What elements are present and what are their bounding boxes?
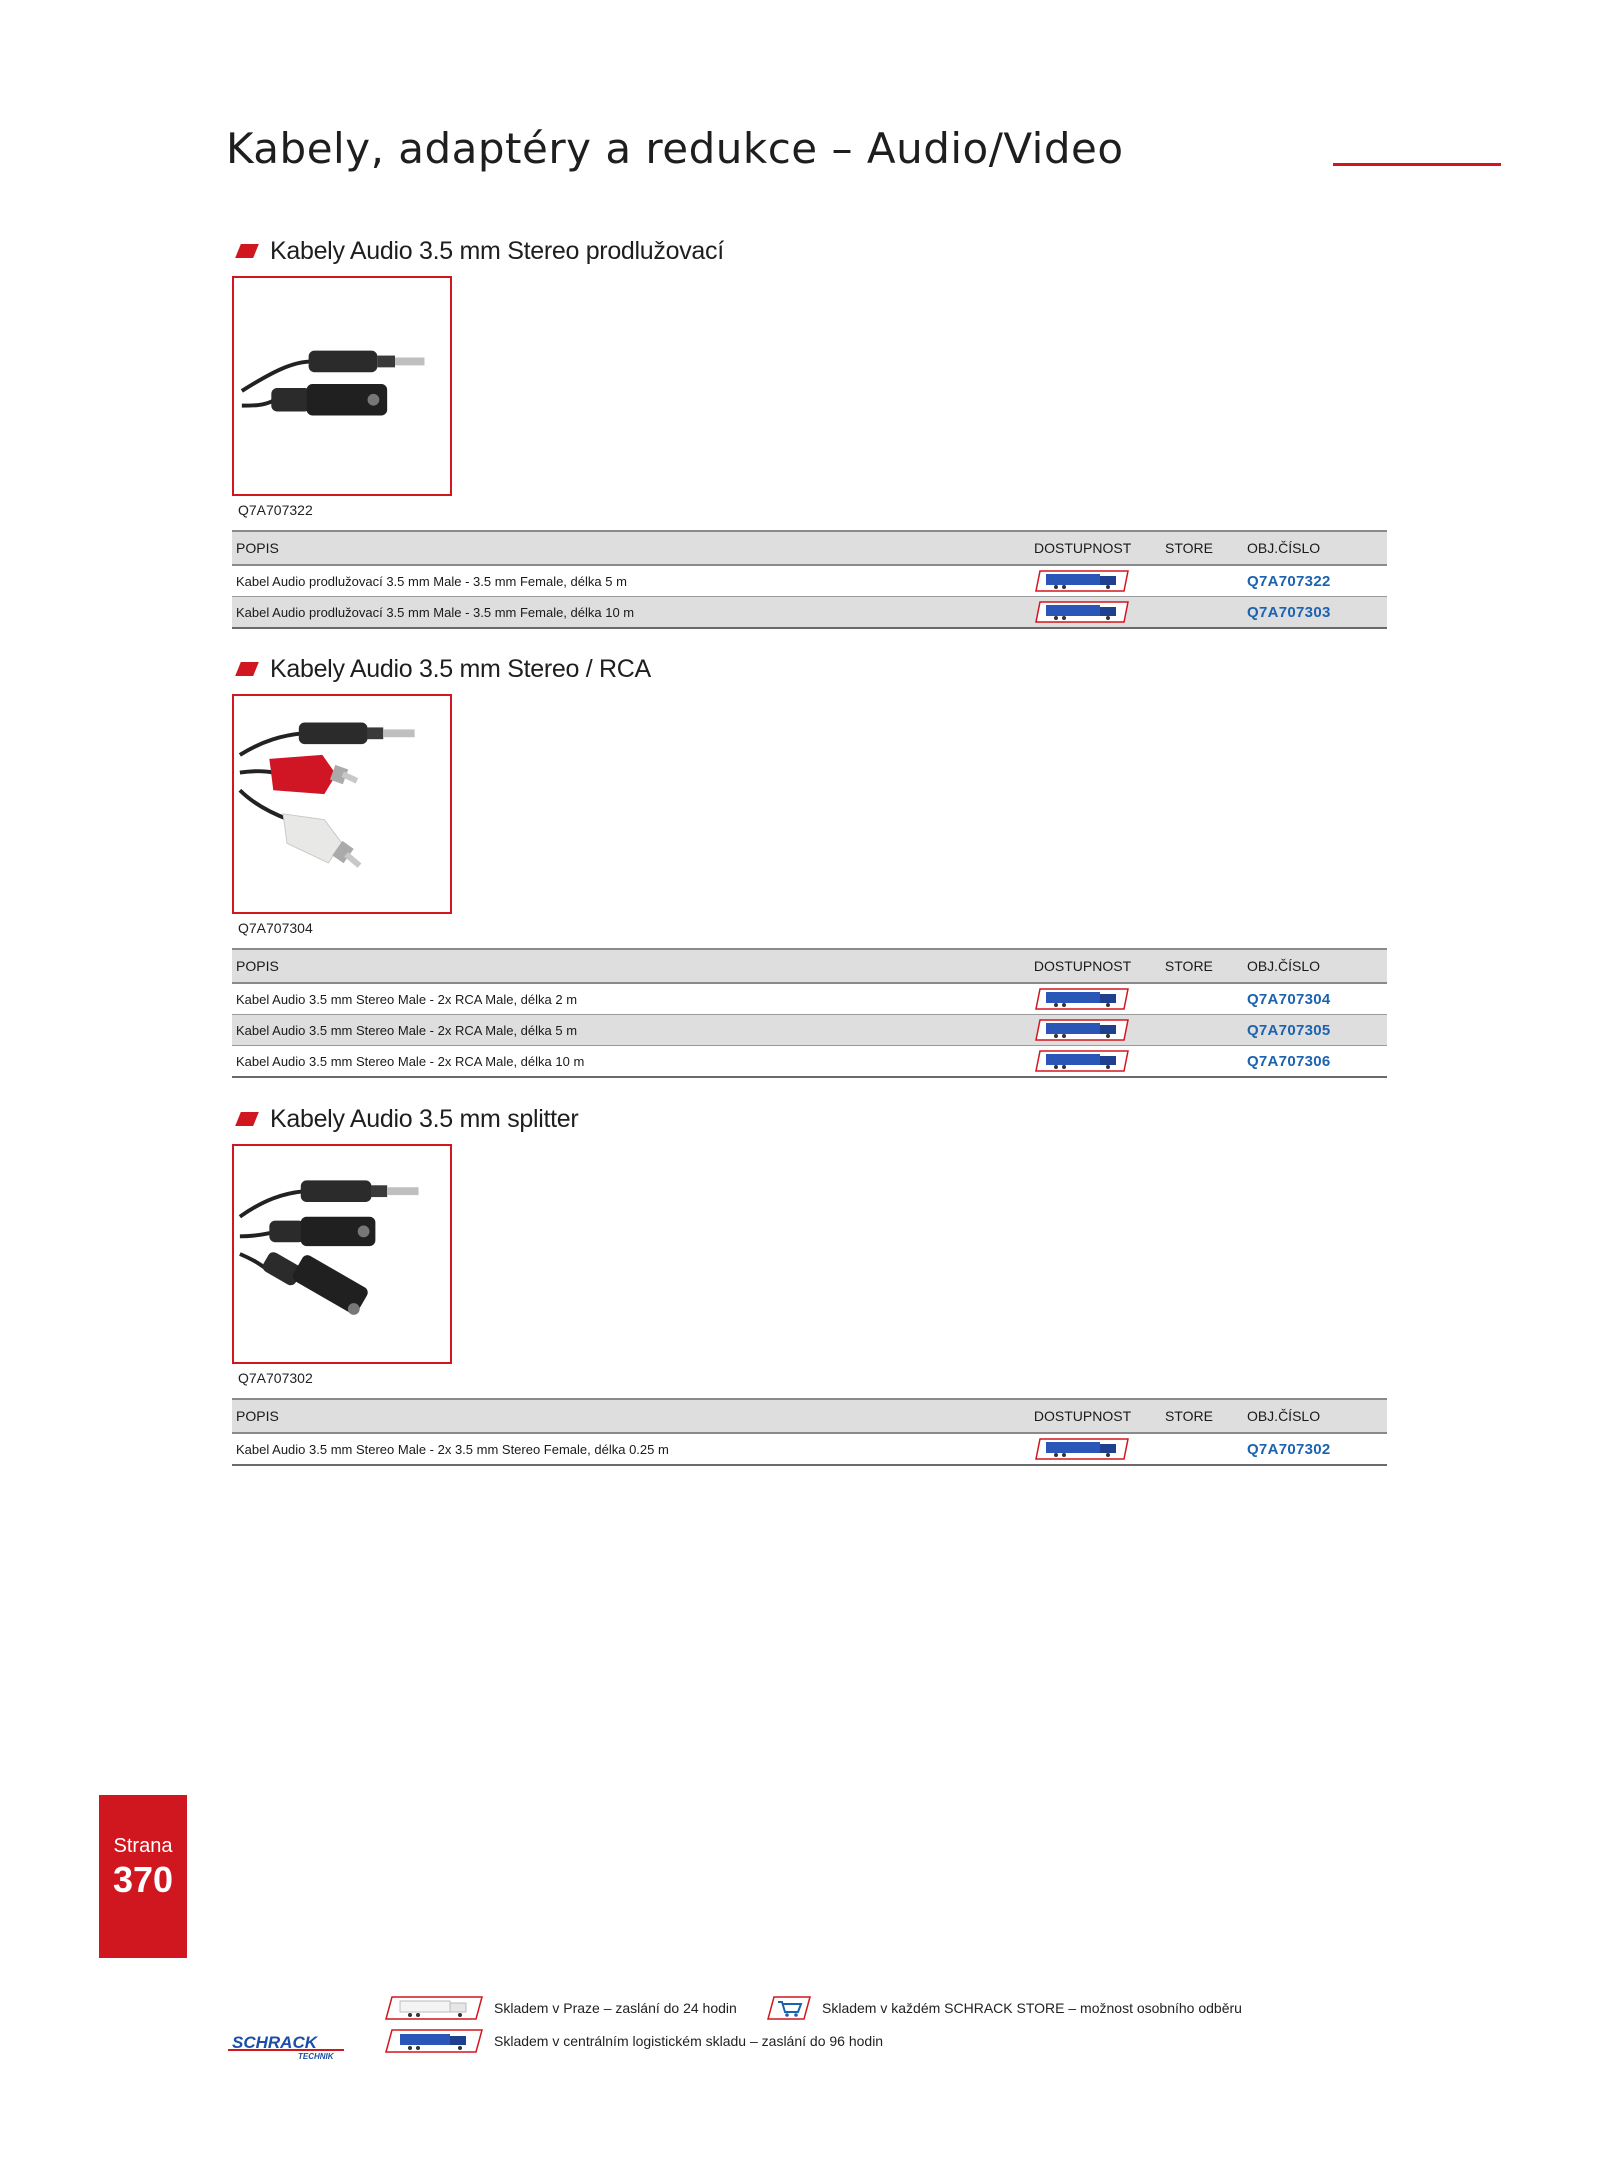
audio-rca-cable-image [234, 696, 450, 912]
table-row [232, 597, 1387, 629]
shopping-cart-icon [766, 1995, 812, 2021]
availability-cell [1030, 983, 1161, 1015]
product-description: Kabel Audio prodlužovací 3.5 mm Male - 3.5 mm Female, délka 5 m [232, 565, 1030, 597]
product-image [232, 1144, 452, 1364]
product-image-code: Q7A707302 [238, 1370, 313, 1386]
column-header-store: STORE [1161, 531, 1243, 565]
product-table [232, 948, 1387, 1078]
store-cell [1161, 565, 1243, 597]
legend-text: Skladem v Praze – zaslání do 24 hodin [494, 2000, 737, 2016]
page-label: Strana [113, 1835, 173, 1857]
table-row [232, 565, 1387, 597]
order-number-link[interactable]: Q7A707303 [1247, 603, 1331, 621]
column-header-availability: DOSTUPNOST [1030, 531, 1161, 565]
product-table [232, 1398, 1387, 1466]
availability-cell [1030, 1046, 1161, 1078]
store-cell [1161, 597, 1243, 629]
section-marker-icon [235, 1112, 259, 1126]
logo-subtext: TECHNIK [298, 2052, 334, 2061]
order-number-link[interactable]: Q7A707302 [1246, 1440, 1331, 1458]
column-header-availability: DOSTUPNOST [1030, 949, 1161, 983]
availability-cell [1030, 565, 1161, 597]
truck-icon [1034, 988, 1130, 1010]
store-cell [1161, 1015, 1243, 1046]
column-header-store: STORE [1161, 1399, 1243, 1433]
product-image [232, 276, 452, 496]
column-header-store: STORE [1161, 949, 1243, 983]
section-marker-icon [235, 662, 259, 676]
store-cell [1161, 1046, 1243, 1078]
store-cell [1161, 983, 1243, 1015]
legend-item-central [384, 2028, 883, 2054]
order-number-link[interactable]: Q7A707322 [1247, 572, 1331, 590]
column-header-description: POPIS [232, 531, 1030, 565]
truck-icon [1034, 1050, 1130, 1072]
order-number-cell [1243, 565, 1387, 597]
column-header-order-number: OBJ.ČÍSLO [1243, 531, 1387, 565]
section-splitter-cables [232, 1102, 1387, 1482]
section-heading: Kabely Audio 3.5 mm splitter [232, 1102, 578, 1136]
order-number-link[interactable]: Q7A707304 [1246, 990, 1331, 1008]
truck-icon [1034, 1019, 1130, 1041]
legend-text: Skladem v centrálním logistickém skladu – zaslání do 96 hodin [494, 2033, 884, 2049]
truck-icon [1034, 1438, 1130, 1460]
page-number-tab [99, 1795, 187, 1958]
title-rule [1333, 163, 1501, 166]
order-number-cell [1243, 1015, 1387, 1046]
section-marker-icon [235, 244, 259, 258]
table-row [232, 1433, 1387, 1465]
table-row [232, 983, 1387, 1015]
order-number-cell [1243, 1046, 1387, 1078]
order-number-link[interactable]: Q7A707306 [1246, 1052, 1331, 1070]
audio-extension-cable-image [234, 278, 450, 494]
product-description: Kabel Audio 3.5 mm Stereo Male - 2x 3.5 mm Stereo Female, délka 0.25 m [232, 1433, 1030, 1465]
audio-splitter-cable-image [234, 1146, 450, 1362]
truck-icon [1034, 570, 1130, 592]
table-row [232, 1046, 1387, 1078]
product-description: Kabel Audio 3.5 mm Stereo Male - 2x RCA Male, délka 2 m [232, 983, 1030, 1015]
section-heading: Kabely Audio 3.5 mm Stereo / RCA [232, 652, 651, 686]
product-image [232, 694, 452, 914]
truck-white-icon [384, 1995, 484, 2021]
availability-cell [1030, 1015, 1161, 1046]
legend-text: Skladem v každém SCHRACK STORE – možnost osobního odběru [822, 2000, 1242, 2016]
page-title: Kabely, adaptéry a redukce – Audio/Video [226, 124, 1124, 173]
product-description: Kabel Audio 3.5 mm Stereo Male - 2x RCA Male, délka 10 m [232, 1046, 1030, 1078]
section-extension-cables [232, 234, 1387, 634]
availability-cell [1030, 1433, 1161, 1465]
legend-item-store [766, 1995, 1242, 2021]
truck-blue-icon [384, 2028, 484, 2054]
logo-text: SCHRACK [232, 2033, 317, 2052]
availability-cell [1030, 597, 1161, 629]
column-header-description: POPIS [232, 1399, 1030, 1433]
section-rca-cables [232, 652, 1387, 1092]
section-heading: Kabely Audio 3.5 mm Stereo prodlužovací [232, 234, 724, 268]
order-number-cell [1243, 597, 1387, 629]
store-cell [1161, 1433, 1243, 1465]
product-image-code: Q7A707304 [238, 920, 313, 936]
product-image-code: Q7A707322 [238, 502, 313, 518]
order-number-link[interactable]: Q7A707305 [1246, 1021, 1331, 1039]
table-row [232, 1015, 1387, 1046]
column-header-description: POPIS [232, 949, 1030, 983]
product-description: Kabel Audio 3.5 mm Stereo Male - 2x RCA Male, délka 5 m [232, 1015, 1030, 1046]
truck-icon [1034, 601, 1130, 623]
product-description: Kabel Audio prodlužovací 3.5 mm Male - 3.5 mm Female, délka 10 m [232, 597, 1030, 629]
column-header-order-number: OBJ.ČÍSLO [1243, 949, 1387, 983]
product-table [232, 530, 1387, 629]
column-header-order-number: OBJ.ČÍSLO [1243, 1399, 1387, 1433]
column-header-availability: DOSTUPNOST [1030, 1399, 1161, 1433]
schrack-logo [226, 2032, 348, 2062]
order-number-cell [1243, 983, 1387, 1015]
page-number: 370 [112, 1859, 174, 1900]
legend-item-prague [384, 1995, 737, 2021]
order-number-cell [1243, 1433, 1387, 1465]
